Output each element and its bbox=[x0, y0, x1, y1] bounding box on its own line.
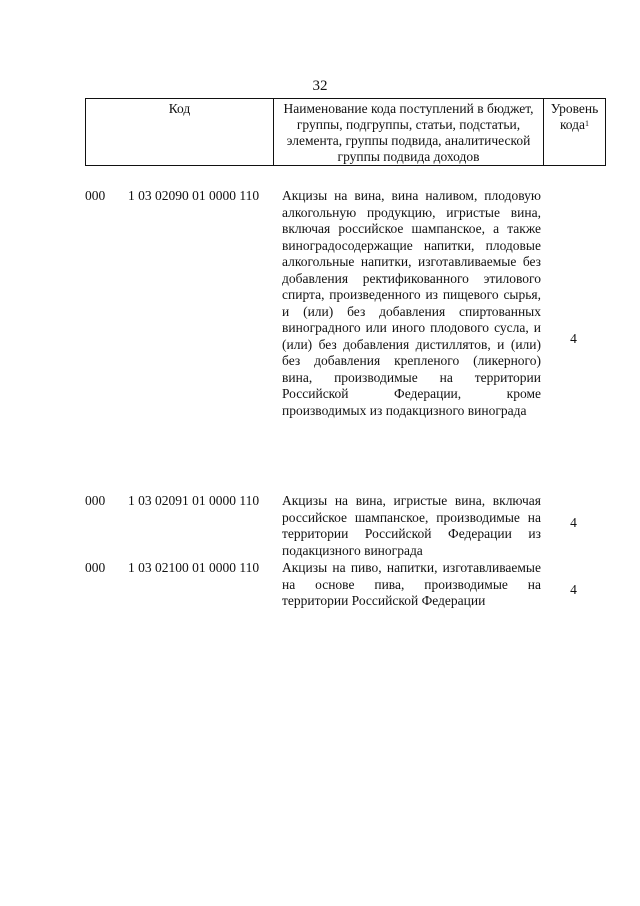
table-row bbox=[85, 188, 606, 493]
table-header bbox=[85, 98, 606, 166]
row-prefix: 000 bbox=[85, 188, 106, 203]
table-row bbox=[85, 493, 606, 559]
row-name: Акцизы на вина, вина наливом, плодовую алкогольную продукцию, игристые вина, включая российское шампанское, а также виноградосодержащие напитки, плодовые алкогольные напитки, изготавливаемые без добавления ректификованного этилового спирта, произведенного из пищевого сырья, и (или) без добавления спиртованных виноградного или иного плодового сусла, и (или) без добавления дистиллятов, и (или) без добавления крепленого (ликерного) вина, производимые на территории Российской Федерации, кроме производимых из подакцизного винограда bbox=[282, 188, 541, 418]
row-prefix: 000 bbox=[85, 493, 106, 508]
table-row bbox=[85, 560, 606, 626]
header-level-label: Уровень кода bbox=[550, 101, 599, 132]
header-level bbox=[544, 99, 605, 165]
row-code: 1 03 02090 01 0000 110 bbox=[128, 188, 260, 203]
row-code: 1 03 02100 01 0000 110 bbox=[128, 560, 260, 575]
row-code: 1 03 02091 01 0000 110 bbox=[128, 493, 260, 508]
row-level: 4 bbox=[570, 331, 577, 346]
header-name: Наименование кода поступлений в бюджет, группы, подгруппы, статьи, подстатьи, элемента, группы подвида, аналитической группы подвида доходов bbox=[274, 99, 544, 165]
row-name: Акцизы на пиво, напитки, изготавливаемые на основе пива, производимые на территории Российской Федерации bbox=[282, 560, 541, 608]
row-level: 4 bbox=[570, 582, 577, 597]
header-code: Код bbox=[86, 99, 274, 165]
row-name: Акцизы на вина, игристые вина, включая российское шампанское, производимые на территории Российской Федерации из подакцизного винограда bbox=[282, 493, 541, 558]
row-level: 4 bbox=[570, 515, 577, 530]
row-prefix: 000 bbox=[85, 560, 106, 575]
page-number: 32 bbox=[312, 78, 328, 94]
footnote-marker: 1 bbox=[585, 119, 590, 128]
